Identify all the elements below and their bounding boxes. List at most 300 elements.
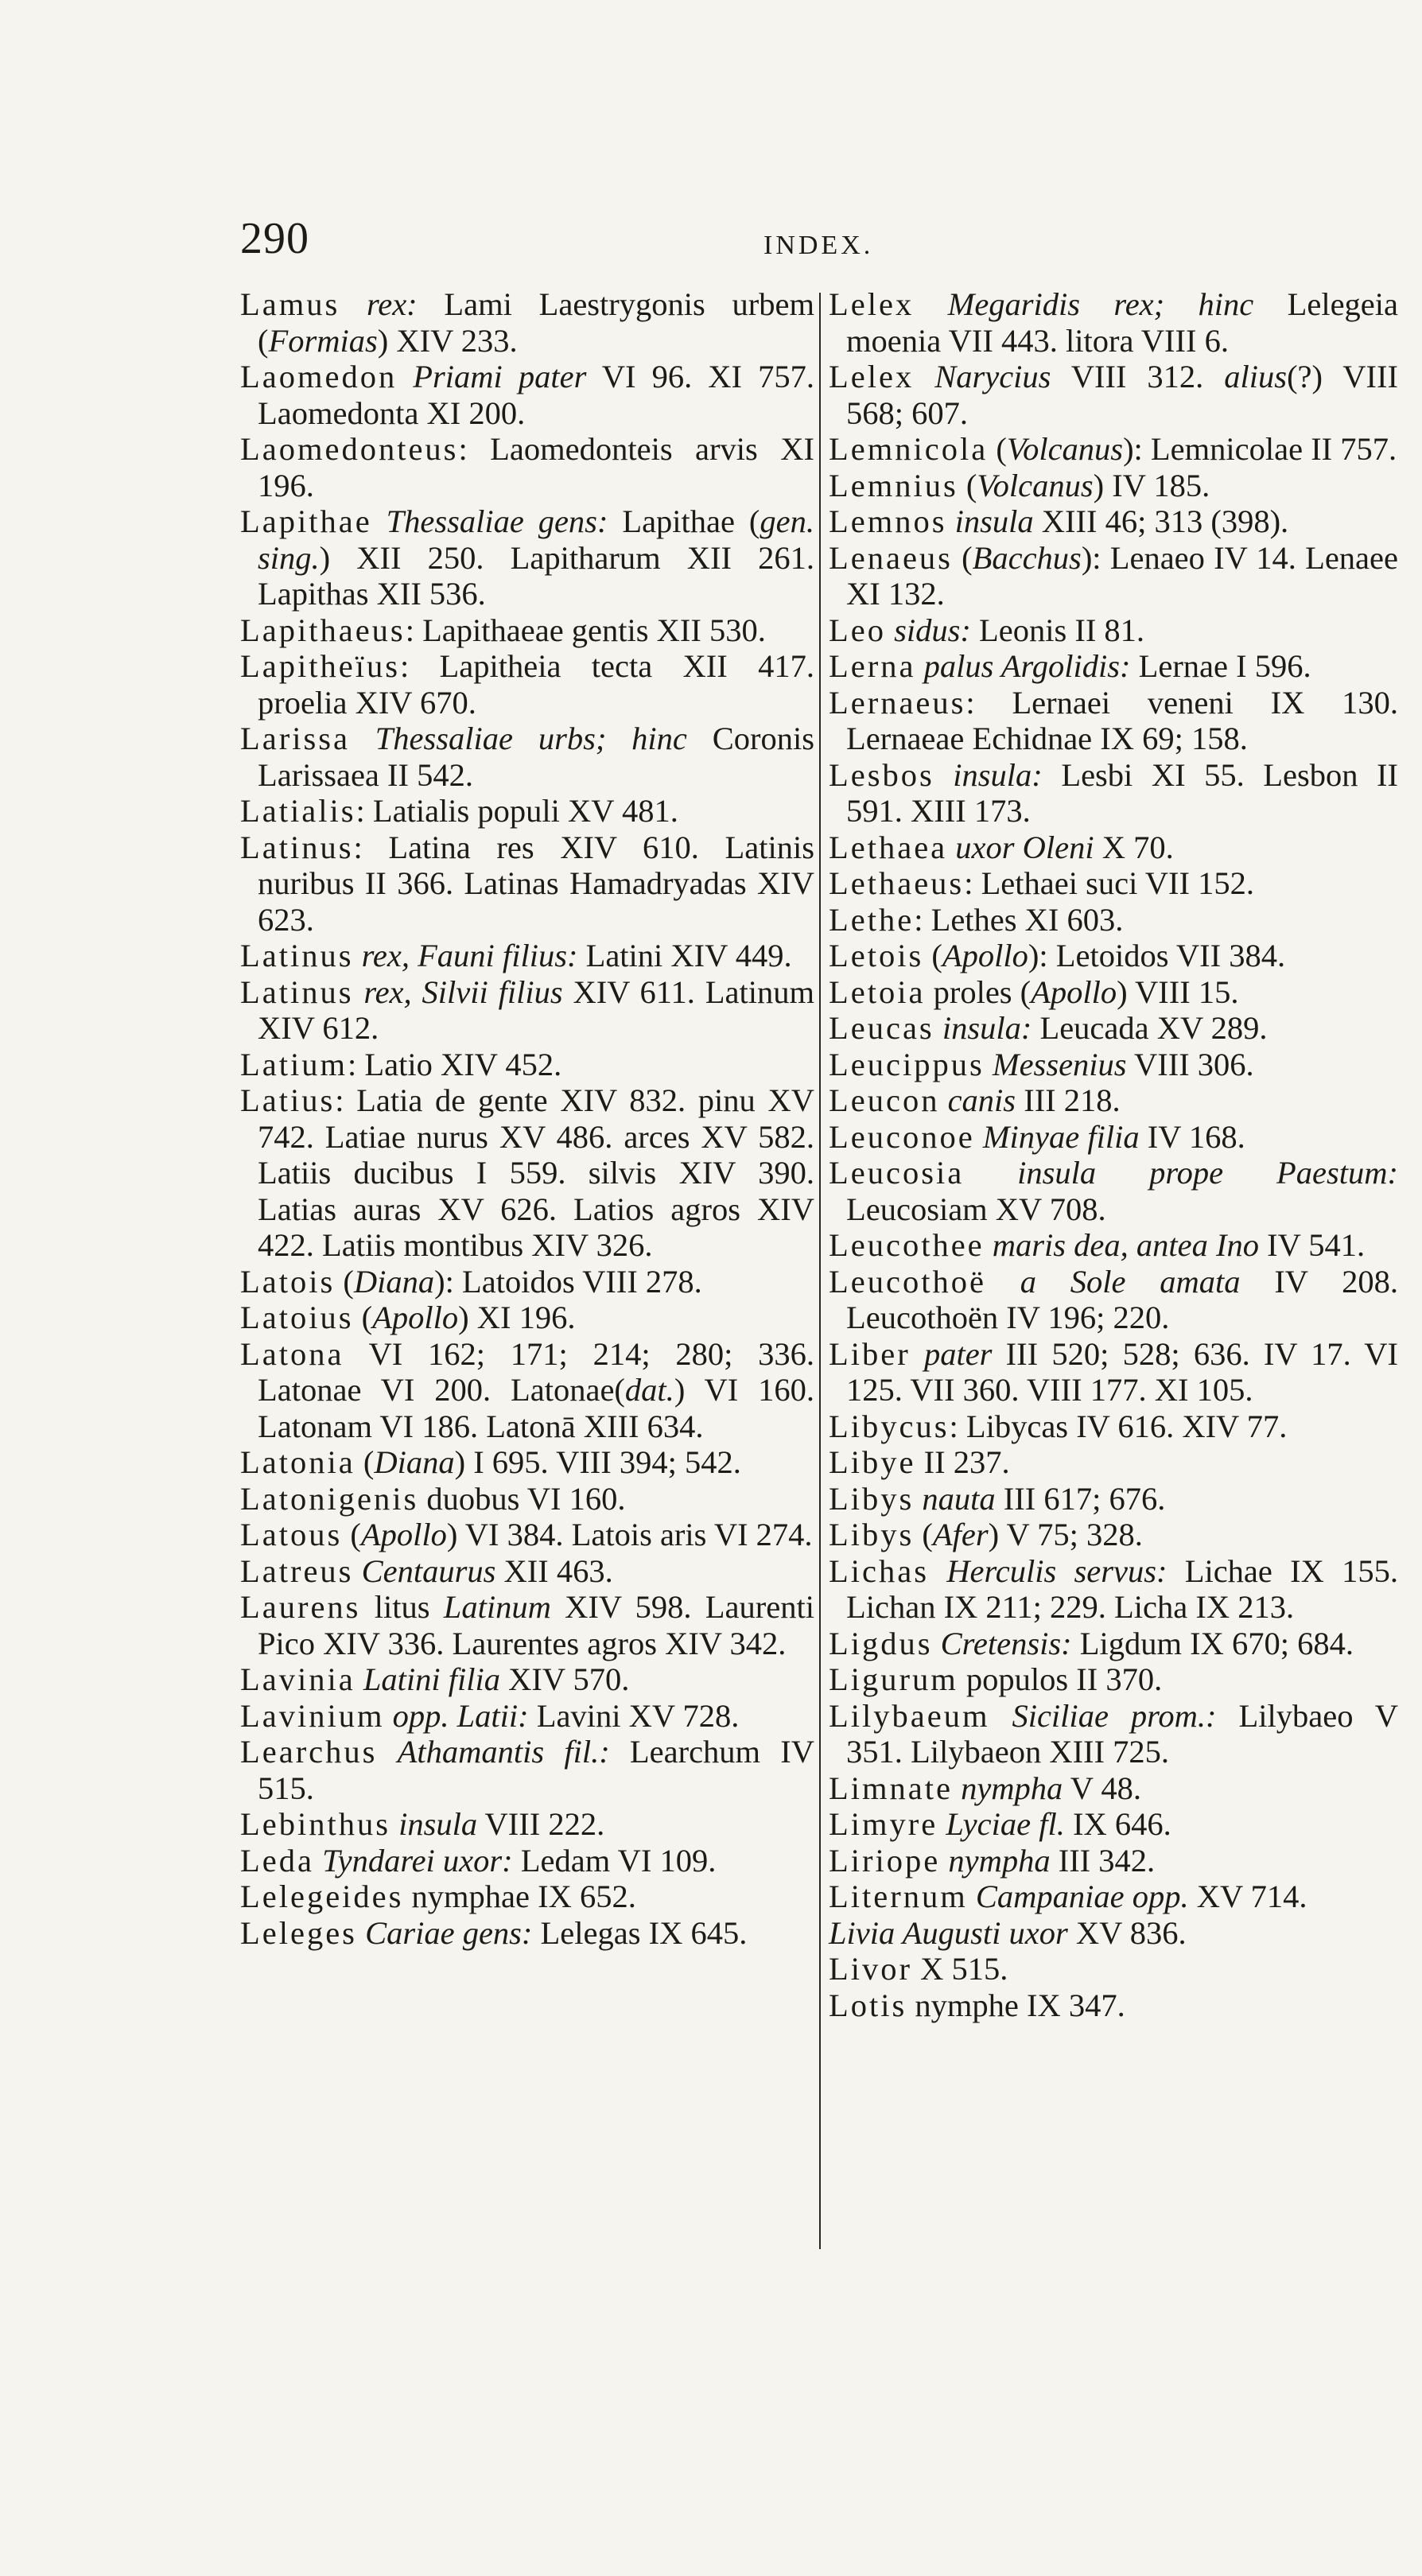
entry-headword: Libycus bbox=[829, 1408, 950, 1444]
entry-italic-text: Siciliae prom.: bbox=[1012, 1697, 1217, 1734]
entry-text: Ligdum IX 670; 684. bbox=[1071, 1625, 1354, 1661]
entry-headword: Latium bbox=[240, 1046, 348, 1082]
entry-headword: Lethe bbox=[829, 901, 915, 938]
entry-text bbox=[914, 286, 947, 322]
entry-text: XV 714. bbox=[1188, 1879, 1307, 1914]
entry-italic-text: Livia Augusti uxor bbox=[829, 1914, 1068, 1951]
entry-text bbox=[975, 1119, 983, 1155]
entry-text bbox=[947, 830, 955, 865]
entry-italic-text: Afer bbox=[932, 1517, 989, 1552]
entry-italic-text: Athamantis fil.: bbox=[397, 1734, 610, 1770]
entry-headword: Lelegeides bbox=[240, 1879, 404, 1914]
entry-text: V 48. bbox=[1063, 1770, 1141, 1806]
index-entry bbox=[829, 540, 1398, 612]
entry-italic-text: Minyae filia bbox=[982, 1118, 1140, 1155]
entry-headword: Liriope bbox=[829, 1842, 941, 1879]
entry-text: : Latina res XIV 610. Latinis nuribus II 366. Latinas Hamadryadas XIV 623. bbox=[258, 829, 814, 938]
entry-italic-text: Volcanus bbox=[977, 467, 1094, 503]
entry-headword: Leucothoë bbox=[829, 1263, 986, 1300]
entry-text: populos II 370. bbox=[958, 1661, 1163, 1697]
index-entry bbox=[240, 721, 814, 793]
entry-headword: Ligdus bbox=[829, 1625, 933, 1661]
entry-text: ): Lemnicolae II 757. bbox=[1123, 431, 1397, 467]
entry-italic-text: a Sole amata bbox=[1020, 1263, 1241, 1300]
entry-text: VI 96. XI 757. Laomedonta XI 200. bbox=[258, 359, 814, 431]
entry-text: XII 463. bbox=[495, 1552, 613, 1589]
entry-text: VIII 306. bbox=[1126, 1046, 1254, 1082]
entry-text: : Lethes XI 603. bbox=[914, 901, 1124, 938]
entry-text bbox=[985, 1227, 993, 1263]
entry-headword: Leleges bbox=[240, 1914, 357, 1951]
entry-headword: Letoia bbox=[829, 973, 926, 1010]
entry-text: IV 168. bbox=[1139, 1118, 1245, 1155]
entry-text: III 520; 528; 636. IV 17. VI 125. VII 360. VIII 177. XI 105. bbox=[846, 1335, 1398, 1408]
index-entry bbox=[829, 1155, 1398, 1227]
entry-italic-text: sidus: bbox=[894, 612, 971, 648]
entry-text: ( bbox=[355, 1444, 375, 1480]
entry-headword: Lemnius bbox=[829, 467, 958, 503]
index-entry bbox=[240, 1553, 814, 1590]
entry-headword: Lelex bbox=[829, 359, 915, 394]
index-entry bbox=[829, 1951, 1398, 1987]
entry-text: Latini XIV 449. bbox=[577, 938, 792, 973]
entry-text: : Lernaei veneni IX 130. Lernaeae Echidnae IX 69; 158. bbox=[846, 684, 1398, 756]
entry-text: Lichae IX 155. Lichan IX 211; 229. Licha IX 213. bbox=[846, 1552, 1399, 1625]
entry-text bbox=[340, 286, 367, 322]
entry-text: Lilybaeo V 351. Lilybaeon XIII 725. bbox=[846, 1697, 1398, 1770]
index-entry bbox=[240, 1734, 814, 1806]
entry-headword: Latonigenis bbox=[240, 1480, 419, 1517]
entry-headword: Liternum bbox=[829, 1879, 968, 1914]
entry-headword: Lichas bbox=[829, 1552, 929, 1589]
entry-text: X 515. bbox=[911, 1951, 1008, 1987]
entry-text bbox=[968, 1879, 976, 1914]
index-entry bbox=[829, 1481, 1398, 1517]
entry-text bbox=[377, 1734, 397, 1770]
index-column-right bbox=[829, 286, 1398, 2023]
entry-headword: Lethaea bbox=[829, 829, 948, 865]
index-entry bbox=[240, 648, 814, 721]
index-entry bbox=[829, 431, 1398, 468]
entry-italic-text: Priami pater bbox=[413, 359, 587, 394]
entry-headword: Ligurum bbox=[829, 1661, 958, 1697]
entry-italic-text: Latinum bbox=[443, 1589, 551, 1625]
entry-headword: Lemnicola bbox=[829, 431, 989, 467]
index-entry bbox=[829, 1698, 1398, 1770]
entry-text bbox=[914, 1481, 922, 1517]
entry-italic-text: insula prope Paestum: bbox=[1017, 1155, 1398, 1191]
entry-headword: Leuconoe bbox=[829, 1118, 975, 1155]
index-entry bbox=[829, 1264, 1398, 1336]
entry-text: XIV 611. Latinum XIV 612. bbox=[258, 973, 814, 1046]
index-entry bbox=[829, 685, 1398, 757]
entry-italic-text: Volcanus bbox=[1006, 431, 1124, 467]
entry-italic-text: Tyndarei uxor: bbox=[322, 1842, 513, 1879]
index-column-left bbox=[240, 286, 814, 1951]
entry-text: III 617; 676. bbox=[995, 1480, 1166, 1517]
index-entry bbox=[829, 1517, 1398, 1553]
entry-headword: Livor bbox=[829, 1951, 912, 1987]
index-entry bbox=[829, 1806, 1398, 1843]
entry-text: : Lapithaeae gentis XII 530. bbox=[405, 612, 766, 648]
entry-text bbox=[929, 1553, 946, 1589]
entry-italic-text: Apollo bbox=[1031, 973, 1117, 1010]
entry-italic-text: Latini filia bbox=[363, 1661, 500, 1697]
entry-text: nymphae IX 652. bbox=[403, 1879, 636, 1914]
entry-italic-text: uxor Oleni bbox=[955, 829, 1094, 865]
entry-headword: Latois bbox=[240, 1263, 336, 1300]
entry-headword: Latous bbox=[240, 1517, 343, 1552]
entry-text: ) XIV 233. bbox=[377, 322, 518, 359]
entry-italic-text: Herculis servus: bbox=[946, 1552, 1168, 1589]
entry-text bbox=[989, 1698, 1012, 1734]
entry-text: ): Latoidos VIII 278. bbox=[434, 1263, 702, 1300]
entry-text bbox=[953, 1770, 961, 1806]
entry-italic-text: opp. Latii: bbox=[392, 1697, 529, 1734]
entry-text: III 342. bbox=[1050, 1842, 1156, 1879]
index-entry bbox=[829, 1010, 1398, 1047]
entry-italic-text: nympha bbox=[948, 1842, 1051, 1879]
entry-text: ) XII 250. Lapitharum XII 261. Lapithas XII 536. bbox=[258, 539, 814, 612]
index-entry bbox=[829, 1915, 1398, 1952]
entry-italic-text: Campaniae opp. bbox=[975, 1879, 1189, 1914]
entry-text: Lernae I 596. bbox=[1130, 648, 1311, 684]
entry-italic-text: canis bbox=[947, 1082, 1016, 1118]
entry-text: : Lethaei suci VII 152. bbox=[964, 865, 1254, 901]
entry-text: II 237. bbox=[915, 1444, 1010, 1480]
index-entry bbox=[829, 612, 1398, 649]
entry-headword: Lilybaeum bbox=[829, 1697, 990, 1734]
index-entry bbox=[240, 1082, 814, 1264]
entry-text bbox=[939, 1082, 947, 1118]
entry-text bbox=[384, 1698, 392, 1734]
entry-text: ( bbox=[335, 1263, 354, 1300]
index-entry bbox=[829, 757, 1398, 830]
entry-italic-text: nympha bbox=[961, 1770, 1063, 1806]
entry-text: XIV 570. bbox=[500, 1661, 630, 1697]
entry-headword: Leucothee bbox=[829, 1227, 985, 1263]
index-entry bbox=[829, 1082, 1398, 1119]
index-entry bbox=[829, 1047, 1398, 1083]
entry-headword: Lavinia bbox=[240, 1661, 356, 1697]
entry-italic-text: gen. sing. bbox=[258, 503, 814, 576]
entry-italic-text: dat. bbox=[624, 1372, 674, 1408]
entry-headword: Lapitheïus bbox=[240, 648, 400, 684]
entry-headword: Lesbos bbox=[829, 756, 934, 793]
index-entry bbox=[240, 830, 814, 938]
index-entry bbox=[829, 1626, 1398, 1662]
index-entry bbox=[240, 1481, 814, 1517]
entry-italic-text: rex, Fauni filius: bbox=[361, 938, 578, 973]
entry-italic-text: Apollo bbox=[360, 1517, 447, 1552]
entry-text bbox=[356, 1661, 363, 1697]
entry-headword: Latinus bbox=[240, 973, 354, 1010]
entry-text: ( bbox=[342, 1517, 361, 1552]
entry-text: Coronis Larissaea II 542. bbox=[258, 721, 815, 793]
index-entry bbox=[829, 974, 1398, 1011]
index-entry bbox=[240, 1879, 814, 1915]
index-entry bbox=[240, 1661, 814, 1698]
entry-headword: Latona bbox=[240, 1335, 344, 1372]
entry-italic-text: Messenius bbox=[992, 1046, 1127, 1082]
entry-headword: Laurens bbox=[240, 1589, 361, 1625]
entry-headword: Libys bbox=[829, 1517, 915, 1552]
entry-italic-text: insula: bbox=[953, 756, 1043, 793]
entry-italic-text: Lyciae fl. bbox=[946, 1806, 1065, 1842]
entry-headword: Latreus bbox=[240, 1552, 354, 1589]
entry-text bbox=[934, 1010, 942, 1046]
entry-headword: Leucas bbox=[829, 1010, 934, 1046]
index-entry bbox=[240, 1264, 814, 1300]
entry-text bbox=[933, 1626, 941, 1661]
entry-headword: Laomedonteus bbox=[240, 431, 459, 467]
index-entry bbox=[829, 286, 1398, 359]
index-entry bbox=[240, 286, 814, 359]
entry-text bbox=[934, 757, 954, 793]
index-entry bbox=[240, 1806, 814, 1843]
index-entry bbox=[240, 1336, 814, 1445]
entry-headword: Latinus bbox=[240, 829, 354, 865]
index-entry bbox=[829, 1770, 1398, 1807]
entry-italic-text: Diana bbox=[353, 1263, 435, 1300]
index-entry bbox=[829, 1987, 1398, 2024]
entry-text bbox=[357, 1915, 365, 1951]
entry-text: Lelegeia moenia VII 443. litora VIII 6. bbox=[846, 286, 1398, 359]
entry-italic-text: pater bbox=[923, 1335, 993, 1372]
entry-text: Lesbi XI 55. Lesbon II 591. XIII 173. bbox=[846, 756, 1398, 829]
index-entry bbox=[240, 1698, 814, 1735]
index-entry bbox=[829, 830, 1398, 866]
entry-italic-text: rex: bbox=[366, 286, 418, 322]
entry-text bbox=[353, 974, 363, 1010]
entry-text: litus bbox=[360, 1589, 444, 1625]
entry-headword: Latius bbox=[240, 1082, 336, 1118]
entry-text bbox=[938, 1806, 946, 1842]
entry-text: : Lapitheia tecta XII 417. proelia XIV 670. bbox=[258, 648, 814, 721]
entry-headword: Lavinium bbox=[240, 1697, 385, 1734]
entry-text: Lami Laestrygonis urbem ( bbox=[258, 286, 815, 359]
entry-headword: Leucosia bbox=[829, 1155, 965, 1191]
entry-italic-text: insula: bbox=[942, 1010, 1032, 1046]
entry-headword: Lernaeus bbox=[829, 684, 966, 721]
entry-text: X 70. bbox=[1094, 829, 1174, 865]
entry-text: XIV 598. Laurenti Pico XIV 336. Laurentes agros XIV 342. bbox=[258, 1589, 814, 1661]
index-entry bbox=[240, 974, 814, 1047]
index-entry bbox=[240, 938, 814, 974]
index-entry bbox=[240, 1843, 814, 1879]
entry-italic-text: maris dea, antea Ino bbox=[992, 1227, 1259, 1263]
entry-headword: Larissa bbox=[240, 721, 350, 756]
entry-italic-text: Cariae gens: bbox=[365, 1914, 533, 1951]
entry-text: Leucosiam XV 708. bbox=[846, 1191, 1106, 1227]
entry-text: ) IV 185. bbox=[1093, 467, 1210, 503]
index-entry bbox=[829, 648, 1398, 685]
entry-text bbox=[940, 1843, 948, 1879]
entry-headword: Lerna bbox=[829, 648, 916, 684]
entry-headword: Leo bbox=[829, 612, 886, 648]
entry-text: ( bbox=[988, 431, 1007, 467]
entry-text bbox=[915, 648, 923, 684]
entry-headword: Lemnos bbox=[829, 503, 947, 539]
entry-text: Lavini XV 728. bbox=[528, 1697, 740, 1734]
page-number: 290 bbox=[240, 214, 309, 263]
entry-text: : Latia de gente XIV 832. pinu XV 742. Latiae nurus XV 486. arces XV 582. Latiis ducibus I 559. silvis XIV 390. Latias auras XV 626. Latios agros XIV 422. Latiis montibus XIV 326. bbox=[258, 1082, 814, 1263]
entry-text: Ledam VI 109. bbox=[512, 1842, 717, 1879]
entry-text: XV 836. bbox=[1067, 1914, 1187, 1951]
entry-text: ) V 75; 328. bbox=[988, 1517, 1143, 1552]
index-entry bbox=[829, 1661, 1398, 1698]
entry-text bbox=[914, 359, 934, 394]
entry-italic-text: rex, Silvii filius bbox=[363, 973, 563, 1010]
entry-text: : Libycas IV 616. XIV 77. bbox=[949, 1408, 1288, 1444]
entry-italic-text: Diana bbox=[374, 1444, 455, 1480]
entry-text: ( bbox=[958, 467, 977, 503]
entry-text: Leonis II 81. bbox=[970, 612, 1145, 648]
entry-headword: Leda bbox=[240, 1842, 314, 1879]
entry-text bbox=[946, 503, 954, 539]
index-entry bbox=[240, 1517, 814, 1553]
entry-text bbox=[353, 1553, 361, 1589]
entry-text: (?) VIII 568; 607. bbox=[846, 359, 1398, 431]
entry-text: ) XI 196. bbox=[458, 1300, 576, 1335]
running-head: INDEX. bbox=[763, 231, 874, 260]
entry-text bbox=[397, 359, 413, 394]
entry-text: ) VI 160. Latonam VI 186. Latonā XIII 634. bbox=[258, 1372, 814, 1444]
entry-headword: Lebinthus bbox=[240, 1806, 390, 1842]
entry-headword: Lotis bbox=[829, 1987, 907, 2023]
entry-text: VI 162; 171; 214; 280; 336. Latonae VI 200. Latonae( bbox=[258, 1335, 814, 1408]
entry-headword: Lenaeus bbox=[829, 539, 953, 576]
entry-text: ( bbox=[923, 938, 942, 973]
entry-text: Lapithae ( bbox=[608, 503, 760, 539]
entry-headword: Latoius bbox=[240, 1300, 354, 1335]
index-entry bbox=[829, 938, 1398, 974]
entry-text bbox=[314, 1843, 322, 1879]
entry-headword: Letois bbox=[829, 938, 924, 973]
index-entry bbox=[240, 793, 814, 830]
entry-text: : Latio XIV 452. bbox=[347, 1046, 562, 1082]
entry-text bbox=[390, 1806, 398, 1842]
entry-italic-text: Thessaliae urbs; hinc bbox=[375, 721, 687, 756]
entry-italic-text: Thessaliae gens: bbox=[386, 503, 608, 539]
entry-text bbox=[985, 1047, 993, 1082]
index-entry bbox=[240, 359, 814, 431]
entry-italic-text: Centaurus bbox=[361, 1552, 496, 1589]
entry-text: Leucada XV 289. bbox=[1032, 1010, 1268, 1046]
entry-headword: Lapithae bbox=[240, 503, 372, 539]
index-entry bbox=[829, 1119, 1398, 1156]
column-divider bbox=[819, 293, 821, 2249]
entry-text bbox=[964, 1155, 1017, 1191]
index-entry bbox=[829, 1444, 1398, 1481]
index-entry bbox=[240, 1047, 814, 1083]
entry-text bbox=[911, 1336, 924, 1372]
entry-text: nymphe IX 347. bbox=[907, 1987, 1125, 2023]
entry-italic-text: Formias bbox=[268, 322, 378, 359]
entry-text: Lelegas IX 645. bbox=[532, 1914, 748, 1951]
entry-text: IV 541. bbox=[1259, 1227, 1366, 1263]
entry-italic-text: Apollo bbox=[942, 938, 1028, 973]
index-entry bbox=[829, 1336, 1398, 1408]
entry-italic-text: Apollo bbox=[372, 1300, 459, 1335]
entry-text bbox=[372, 503, 387, 539]
entry-headword: Liber bbox=[829, 1335, 911, 1372]
index-entry bbox=[240, 1444, 814, 1481]
entry-text: : Laomedonteis arvis XI 196. bbox=[258, 431, 814, 503]
index-entry bbox=[240, 431, 814, 503]
entry-text bbox=[986, 1264, 1020, 1300]
entry-italic-text: insula bbox=[398, 1806, 478, 1842]
entry-text: ): Letoidos VII 384. bbox=[1028, 938, 1286, 973]
entry-italic-text: palus Argolidis: bbox=[923, 648, 1131, 684]
entry-headword: Leucippus bbox=[829, 1046, 985, 1082]
entry-italic-text: Cretensis: bbox=[940, 1625, 1072, 1661]
entry-italic-text: Narycius bbox=[934, 359, 1051, 394]
index-entry bbox=[829, 1408, 1398, 1445]
entry-text: ( bbox=[914, 1517, 933, 1552]
entry-headword: Libye bbox=[829, 1444, 916, 1480]
entry-text: VIII 222. bbox=[477, 1806, 605, 1842]
entry-text: proles ( bbox=[925, 973, 1032, 1010]
entry-headword: Limyre bbox=[829, 1806, 938, 1842]
entry-text: ( bbox=[353, 1300, 373, 1335]
index-entry bbox=[829, 1227, 1398, 1264]
entry-italic-text: Megaridis rex; hinc bbox=[947, 286, 1254, 322]
entry-text: ) VI 384. Latois aris VI 274. bbox=[446, 1517, 813, 1552]
index-entry bbox=[240, 1300, 814, 1336]
entry-text: duobus VI 160. bbox=[418, 1480, 626, 1517]
entry-headword: Libys bbox=[829, 1480, 915, 1517]
entry-italic-text: alius bbox=[1224, 359, 1288, 394]
entry-headword: Lelex bbox=[829, 286, 915, 322]
entry-text: : Latialis populi XV 481. bbox=[356, 793, 678, 829]
entry-text bbox=[350, 721, 375, 756]
entry-text: IX 646. bbox=[1064, 1806, 1171, 1842]
entry-text: III 218. bbox=[1016, 1082, 1121, 1118]
entry-headword: Laomedon bbox=[240, 359, 398, 394]
index-entry bbox=[240, 612, 814, 649]
entry-text bbox=[886, 612, 894, 648]
entry-text: Learchum IV 515. bbox=[258, 1734, 814, 1806]
entry-text: IV 208. Leucothoën IV 196; 220. bbox=[846, 1263, 1398, 1335]
index-entry bbox=[240, 1915, 814, 1952]
entry-headword: Learchus bbox=[240, 1734, 378, 1770]
entry-headword: Latonia bbox=[240, 1444, 356, 1480]
index-entry bbox=[829, 503, 1398, 540]
entry-headword: Lapithaeus bbox=[240, 612, 406, 648]
entry-text bbox=[353, 938, 361, 973]
entry-text: ) VIII 15. bbox=[1117, 973, 1239, 1010]
entry-text: ): Lenaeo IV 14. Lenaee XI 132. bbox=[846, 539, 1398, 612]
entry-text: ( bbox=[952, 539, 973, 576]
index-entry bbox=[829, 1553, 1398, 1626]
entry-headword: Latialis bbox=[240, 793, 356, 829]
index-entry bbox=[829, 359, 1398, 431]
entry-text: XIII 46; 313 (398). bbox=[1033, 503, 1289, 539]
entry-headword: Latinus bbox=[240, 938, 354, 973]
index-entry bbox=[829, 468, 1398, 504]
entry-text: ) I 695. VIII 394; 542. bbox=[454, 1444, 741, 1480]
index-entry bbox=[240, 503, 814, 612]
entry-headword: Limnate bbox=[829, 1770, 953, 1806]
entry-italic-text: insula bbox=[954, 503, 1034, 539]
entry-headword: Lethaeus bbox=[829, 865, 965, 901]
index-entry bbox=[829, 1879, 1398, 1915]
index-entry bbox=[829, 1843, 1398, 1879]
index-entry bbox=[240, 1589, 814, 1661]
entry-headword: Leucon bbox=[829, 1082, 940, 1118]
entry-headword: Lamus bbox=[240, 286, 340, 322]
